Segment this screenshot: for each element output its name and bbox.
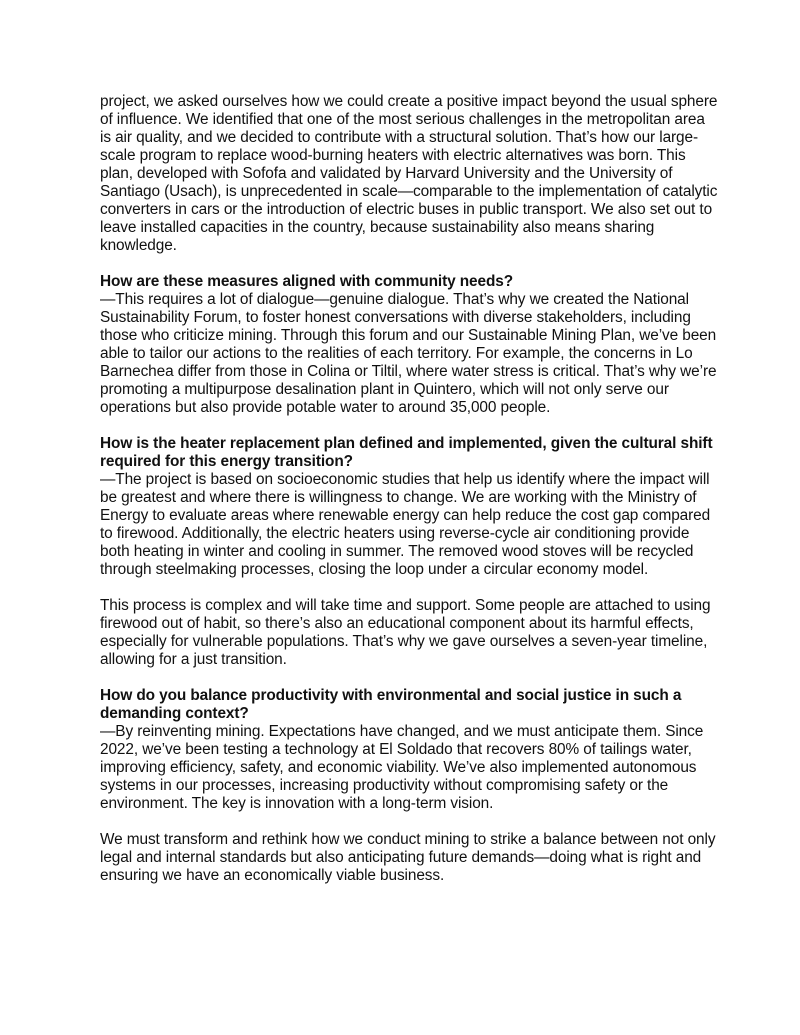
question-heading: How is the heater replacement plan defined and implemented, given the cultural shift required for this energy transition?	[100, 435, 713, 470]
answer-paragraph: —By reinventing mining. Expectations have changed, and we must anticipate them. Since 2022, we’ve been testing a technology at El Soldado that recovers 80% of tailings water, improving efficiency, safety, and economic viability. We’ve also implemented autonomous systems in our processes, increasing productivity without compromising safety or the environment. The key is innovation with a long-term vision.	[100, 723, 704, 812]
question-heading: How are these measures aligned with community needs?	[100, 273, 514, 290]
document-page	[100, 93, 718, 903]
qa-section-productivity-balance	[100, 687, 718, 885]
intro-paragraph: project, we asked ourselves how we could create a positive impact beyond the usual sphere of influence. We identified that one of the most serious challenges in the metropolitan area is air quality, and we decided to contribute with a structural solution. That’s how our large-scale program to replace wood-burning heaters with electric alternatives was born. This plan, developed with Sofofa and validated by Harvard University and the University of Santiago (Usach), is unprecedented in scale—comparable to the implementation of catalytic converters in cars or the introduction of electric buses in public transport. We also set out to leave installed capacities in the country, because sustainability also means sharing knowledge.	[100, 93, 718, 254]
followup-paragraph: We must transform and rethink how we conduct mining to strike a balance between not only legal and internal standards but also anticipating future demands—doing what is right and ensuring we have an economically viable business.	[100, 831, 716, 884]
qa-section-heater-replacement	[100, 435, 718, 669]
followup-paragraph: This process is complex and will take time and support. Some people are attached to using firewood out of habit, so there’s also an educational component about its harmful effects, especially for vulnerable populations. That’s why we gave ourselves a seven-year timeline, allowing for a just transition.	[100, 597, 711, 668]
qa-section-community-needs	[100, 273, 718, 417]
answer-paragraph: —This requires a lot of dialogue—genuine dialogue. That’s why we created the National Sustainability Forum, to foster honest conversations with diverse stakeholders, including those who criticize mining. Through this forum and our Sustainable Mining Plan, we’ve been able to tailor our actions to the realities of each territory. For example, the concerns in Lo Barnechea differ from those in Colina or Tiltil, where water stress is critical. That’s why we’re promoting a multipurpose desalination plant in Quintero, which will not only serve our operations but also provide potable water to around 35,000 people.	[100, 291, 717, 416]
answer-paragraph: —The project is based on socioeconomic studies that help us identify where the impact will be greatest and where there is willingness to change. We are working with the Ministry of Energy to evaluate areas where renewable energy can help reduce the cost gap compared to firewood. Additionally, the electric heaters using reverse-cycle air conditioning provide both heating in winter and cooling in summer. The removed wood stoves will be recycled through steelmaking processes, closing the loop under a circular economy model.	[100, 471, 711, 578]
question-heading: How do you balance productivity with environmental and social justice in such a demanding context?	[100, 687, 682, 722]
